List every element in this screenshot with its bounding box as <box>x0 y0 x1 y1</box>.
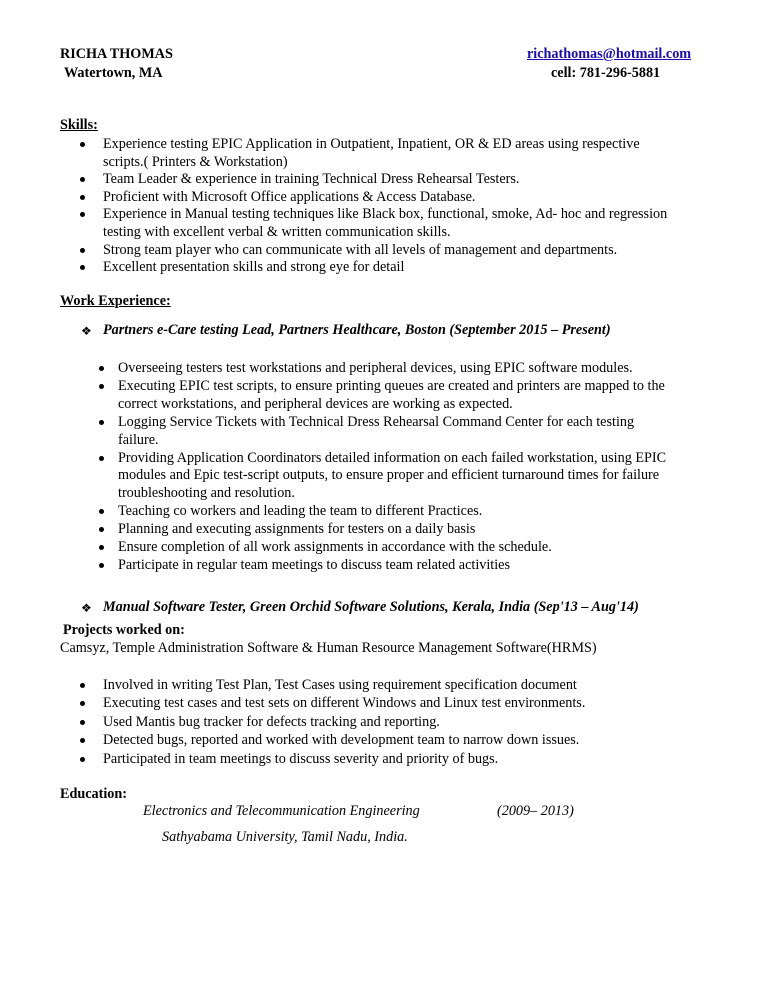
list-item-text: Team Leader & experience in training Technical Dress Rehearsal Testers. <box>103 171 520 188</box>
bullet-icon <box>80 265 85 270</box>
job1-title: Partners e-Care testing Lead, Partners Healthcare, Boston (September 2015 – Present) <box>103 322 611 338</box>
list-item-text: Detected bugs, reported and worked with development team to narrow down issues. <box>103 732 580 749</box>
bullet-icon <box>80 701 85 706</box>
diamond-bullet-icon: ❖ <box>81 601 92 615</box>
skills-heading: Skills: <box>60 117 98 133</box>
list-item-text: scripts.( Printers & Workstation) <box>103 153 288 170</box>
list-item-text: Strong team player who can communicate with all levels of management and departments. <box>103 241 618 258</box>
bullet-icon <box>99 527 104 532</box>
list-item-text: testing with excellent verbal & written communication skills. <box>103 224 451 240</box>
candidate-name: RICHA THOMAS <box>60 46 173 62</box>
bullet-icon <box>80 212 85 217</box>
bullet-icon <box>80 720 85 725</box>
list-item-text: correct workstations, and peripheral devices are working as expected. <box>118 395 513 412</box>
bullet-icon <box>99 563 104 568</box>
list-item-text: troubleshooting and resolution. <box>118 485 295 502</box>
list-item-text: Involved in writing Test Plan, Test Cases using requirement specification document <box>103 677 577 693</box>
phone-number: cell: 781-296-5881 <box>551 65 661 81</box>
diamond-bullet-icon: ❖ <box>81 324 92 338</box>
bullet-icon <box>80 142 85 147</box>
bullet-icon <box>80 757 85 762</box>
bullet-icon <box>80 177 85 182</box>
list-item-text: Participate in regular team meetings to discuss team related activities <box>118 556 510 573</box>
list-item-text: Planning and executing assignments for testers on a daily basis <box>118 521 476 538</box>
bullet-icon <box>99 456 104 461</box>
list-item-text: Proficient with Microsoft Office applications & Access Database. <box>103 188 476 205</box>
list-item-text: Overseeing testers test workstations and peripheral devices, using EPIC software modules. <box>118 360 633 376</box>
education-degree: Electronics and Telecommunication Engineering <box>143 803 420 819</box>
education-years: (2009– 2013) <box>497 803 574 819</box>
education-school: Sathyabama University, Tamil Nadu, India. <box>162 829 408 845</box>
bullet-icon <box>99 384 104 389</box>
email-link[interactable]: richathomas@hotmail.com <box>527 46 692 62</box>
list-item-text: Executing test cases and test sets on different Windows and Linux test environments. <box>103 695 586 712</box>
projects-text: Camsyz, Temple Administration Software & Human Resource Management Software(HRMS) <box>60 640 597 656</box>
list-item-text: Logging Service Tickets with Technical Dress Rehearsal Command Center for each testing <box>118 413 635 430</box>
list-item-text: Experience in Manual testing techniques like Black box, functional, smoke, Ad- hoc and regression <box>103 206 668 223</box>
bullet-icon <box>99 366 104 371</box>
work-experience-heading: Work Experience: <box>60 293 171 309</box>
list-item-text: failure. <box>118 431 159 448</box>
list-item-text: Teaching co workers and leading the team to different Practices. <box>118 503 483 520</box>
list-item-text: Ensure completion of all work assignments in accordance with the schedule. <box>118 539 552 555</box>
bullet-icon <box>99 545 104 550</box>
candidate-location: Watertown, MA <box>64 65 163 81</box>
list-item-text: Used Mantis bug tracker for defects tracking and reporting. <box>103 713 440 730</box>
projects-heading: Projects worked on: <box>63 622 185 638</box>
list-item-text: Providing Application Coordinators detailed information on each failed workstation, using EPIC <box>118 449 667 466</box>
list-item-text: modules and Epic test-script outputs, to ensure proper and efficient turnaround times for failure <box>118 467 660 484</box>
bullet-icon <box>80 248 85 253</box>
bullet-icon <box>80 683 85 688</box>
list-item-text: Executing EPIC test scripts, to ensure printing queues are created and printers are mapped to the <box>118 377 665 394</box>
job2-title: Manual Software Tester, Green Orchid Software Solutions, Kerala, India (Sep'13 – Aug'14) <box>103 599 639 615</box>
education-heading: Education: <box>60 786 128 802</box>
list-item-text: Experience testing EPIC Application in Outpatient, Inpatient, OR & ED areas using respective <box>103 136 640 152</box>
bullet-icon <box>80 738 85 743</box>
bullet-icon <box>99 509 104 514</box>
bullet-icon <box>99 420 104 425</box>
list-item-text: Excellent presentation skills and strong eye for detail <box>103 259 405 276</box>
bullet-icon <box>80 195 85 200</box>
list-item-text: Participated in team meetings to discuss severity and priority of bugs. <box>103 750 499 767</box>
